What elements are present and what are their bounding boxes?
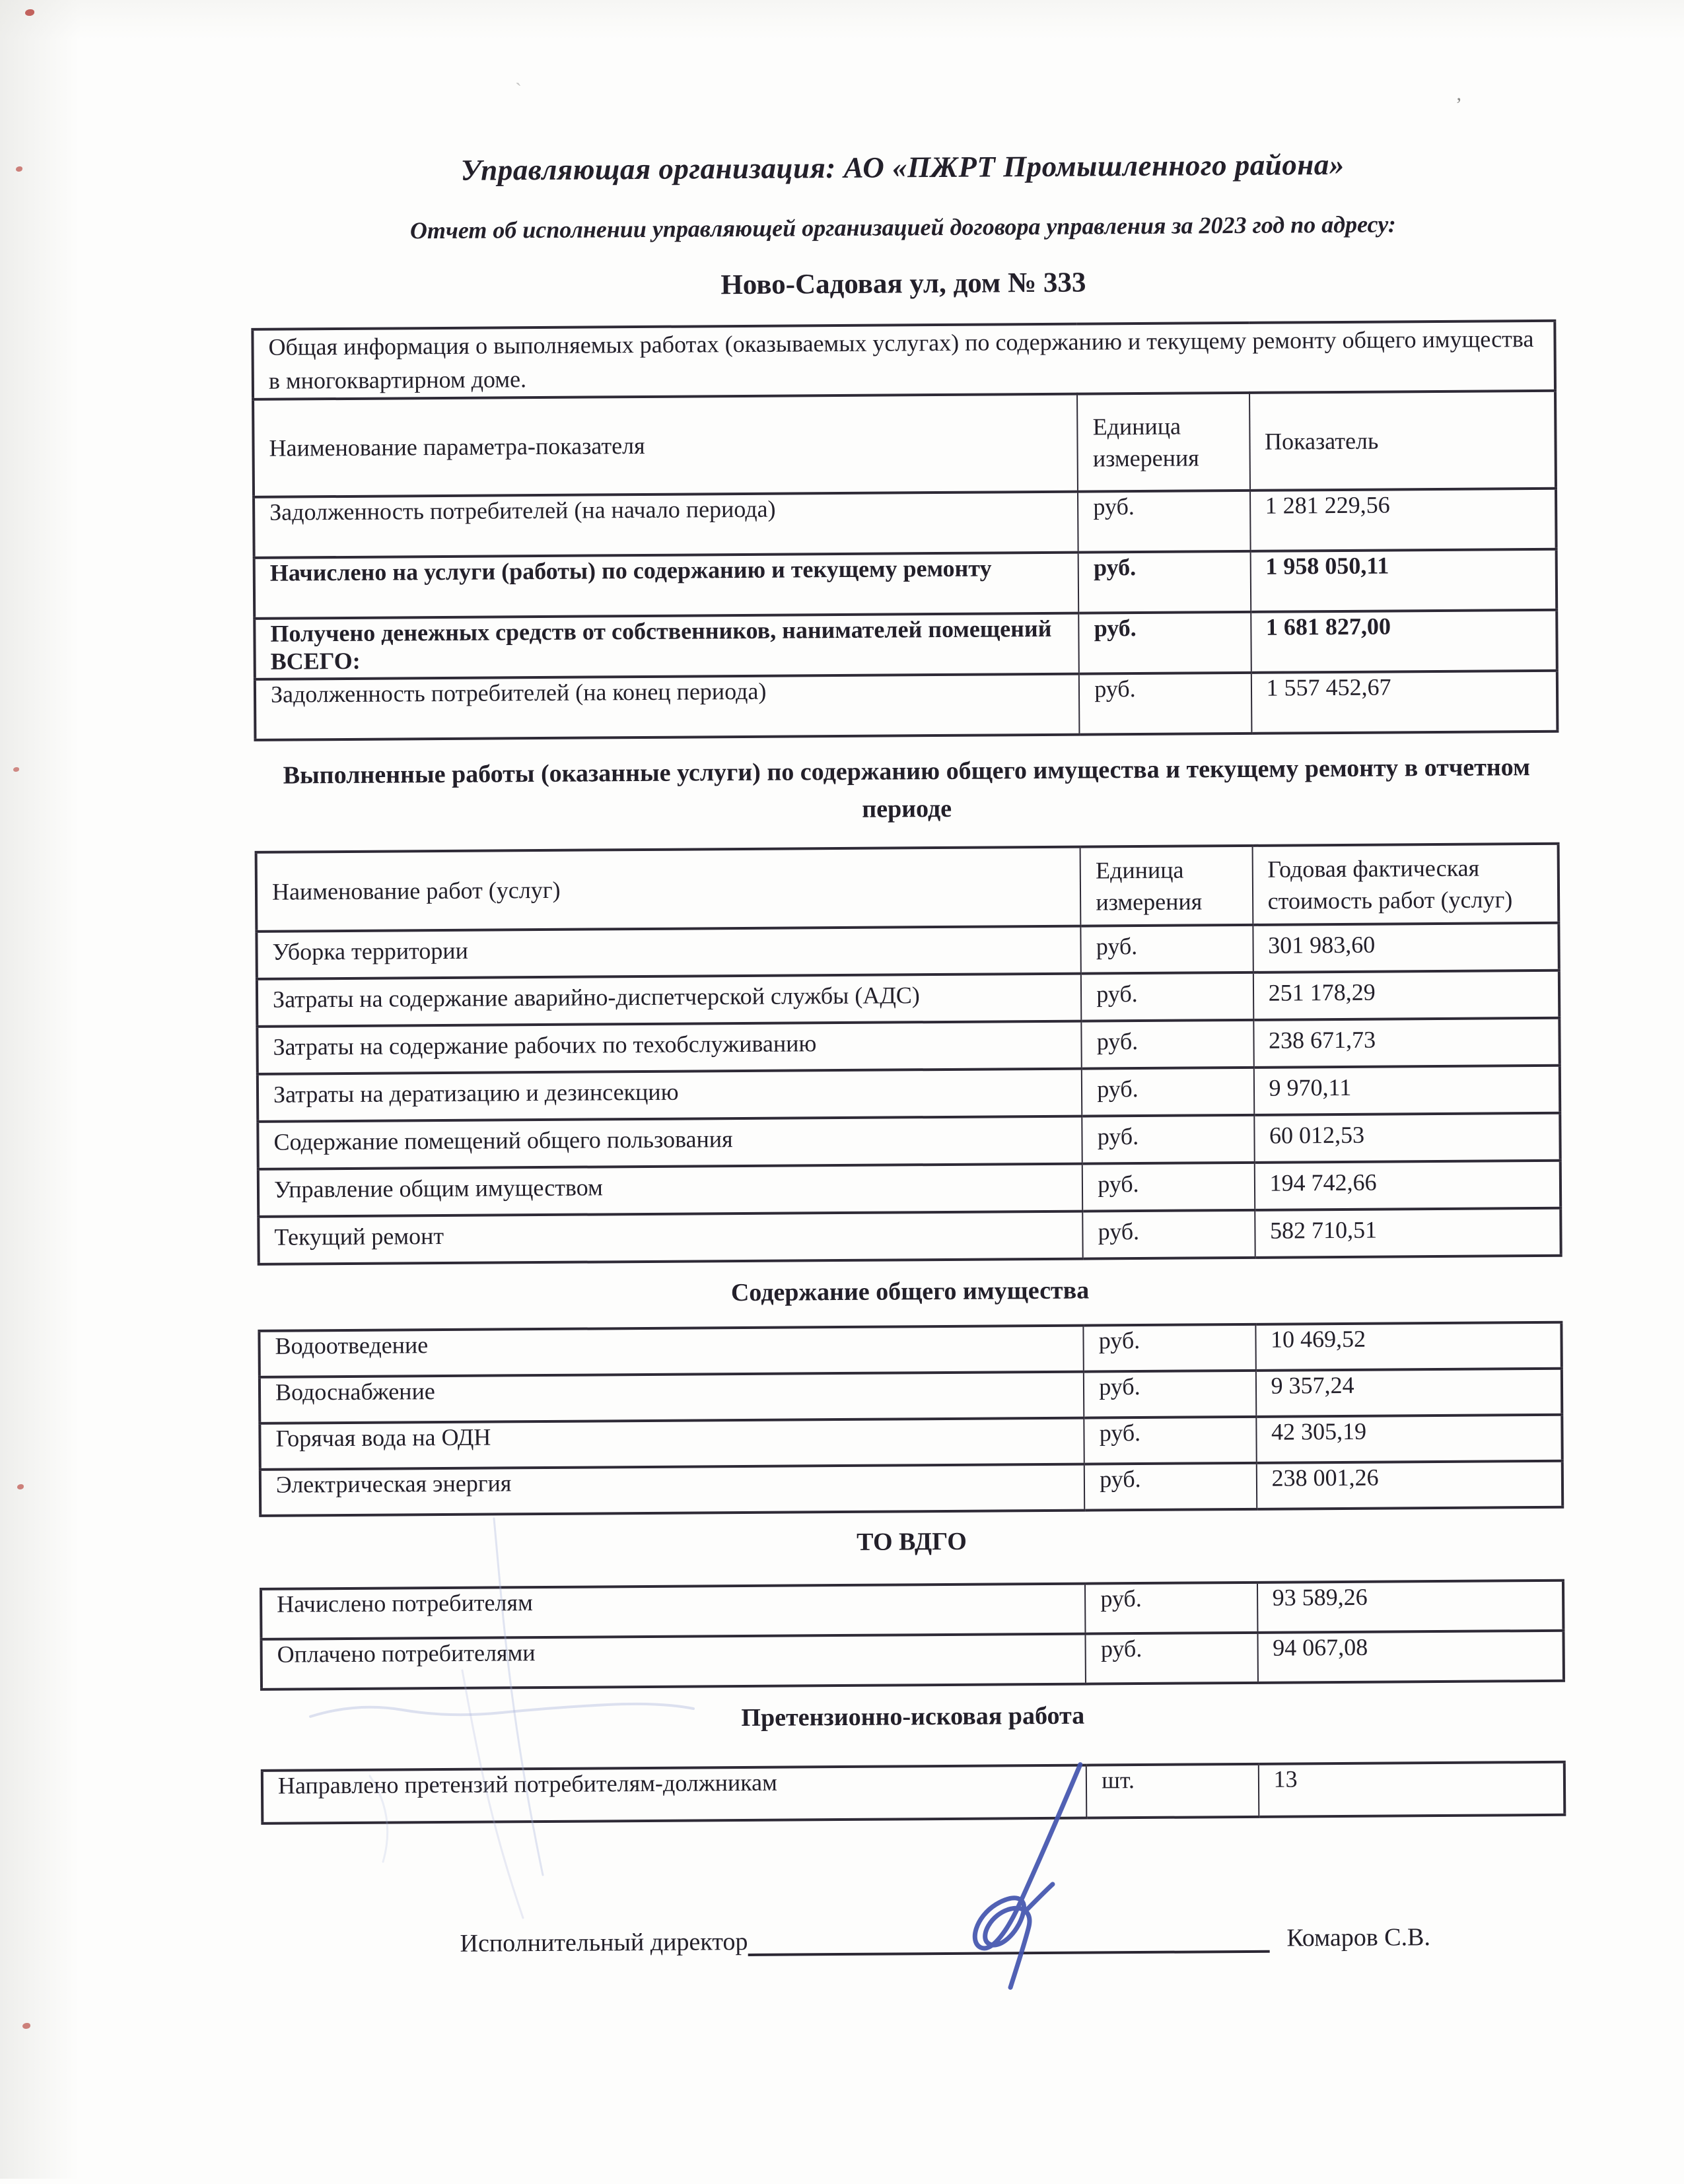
table-row xyxy=(262,1762,1564,1824)
signature-block xyxy=(460,1901,1566,1958)
table-row xyxy=(254,549,1557,619)
maintenance-section-heading: Содержание общего имущества xyxy=(730,1276,1090,1307)
row-unit: руб. xyxy=(1079,612,1251,674)
table-row xyxy=(260,1461,1562,1516)
row-unit: руб. xyxy=(1082,1163,1255,1211)
table-header-row xyxy=(256,844,1559,932)
signature-line xyxy=(748,1911,1269,1956)
row-label: Направлено претензий потребителям-должникам xyxy=(262,1765,1087,1824)
table-row xyxy=(259,1322,1561,1377)
table-row xyxy=(257,971,1559,1027)
column-header-unit: Единица измерения xyxy=(1077,393,1249,492)
signature-role: Исполнительный директор xyxy=(460,1928,748,1958)
row-label: Получено денежных средств от собственников, нанимателей помещений ВСЕГО: xyxy=(254,613,1079,679)
row-value: 94 067,08 xyxy=(1257,1631,1564,1683)
row-unit: руб. xyxy=(1086,1633,1258,1684)
row-label: Содержание помещений общего пользования xyxy=(258,1116,1082,1169)
row-label: Уборка территории xyxy=(256,926,1081,979)
row-label: Затраты на содержание рабочих по техобслуживанию xyxy=(257,1021,1082,1074)
row-label: Задолженность потребителей (на конец периода) xyxy=(255,674,1080,740)
column-header-indicator: Показатель xyxy=(1249,391,1556,491)
row-label: Затраты на содержание аварийно-диспетчерской службы (АДС) xyxy=(257,974,1082,1027)
row-value: 93 589,26 xyxy=(1257,1581,1564,1633)
row-value: 42 305,19 xyxy=(1256,1415,1562,1463)
table-row xyxy=(258,1113,1560,1169)
table-row xyxy=(256,923,1559,979)
general-info-table xyxy=(251,320,1559,741)
table-row xyxy=(258,1208,1561,1264)
claims-section-heading: Претензионно-исковая работа xyxy=(741,1701,1085,1732)
row-unit: руб. xyxy=(1084,1324,1256,1372)
row-value: 238 001,26 xyxy=(1256,1461,1562,1509)
table-row xyxy=(258,1161,1561,1217)
signature-name: Комаров С.В. xyxy=(1286,1923,1431,1952)
table-caption-row xyxy=(252,321,1555,399)
row-unit: руб. xyxy=(1078,491,1250,553)
report-subtitle: Отчет об исполнении управляющей организацией договора управления за 2023 год по адресу: xyxy=(409,211,1396,244)
column-header-unit: Единица измерения xyxy=(1080,846,1253,926)
table-row xyxy=(262,1631,1564,1689)
row-unit: руб. xyxy=(1079,673,1251,735)
row-value: 301 983,60 xyxy=(1253,923,1559,973)
row-unit: руб. xyxy=(1082,1020,1254,1069)
row-unit: шт. xyxy=(1086,1764,1259,1818)
row-value: 9 970,11 xyxy=(1253,1066,1560,1115)
building-address: Ново-Садовая ул, дом № 333 xyxy=(720,267,1086,301)
row-label: Управление общим имуществом xyxy=(258,1164,1083,1217)
row-label: Затраты на дератизацию и дезинсекцию xyxy=(258,1069,1082,1122)
table-header-row xyxy=(253,391,1556,497)
row-value: 238 671,73 xyxy=(1253,1018,1560,1068)
row-value: 1 557 452,67 xyxy=(1251,671,1557,734)
row-value: 1 958 050,11 xyxy=(1250,549,1557,612)
row-unit: руб. xyxy=(1082,1115,1255,1164)
claims-table xyxy=(261,1761,1566,1825)
column-header-parameter: Наименование параметра-показателя xyxy=(253,394,1078,497)
row-label: Начислено на услуги (работы) по содержанию и текущему ремонту xyxy=(254,553,1079,619)
row-label: Горячая вода на ОДН xyxy=(260,1418,1084,1470)
table-row xyxy=(254,610,1557,679)
scan-mark: ` xyxy=(515,79,522,101)
row-unit: руб. xyxy=(1084,1463,1257,1511)
table-row xyxy=(254,489,1557,558)
row-label: Начислено потребителям xyxy=(261,1584,1086,1639)
column-header-work-name: Наименование работ (услуг) xyxy=(256,847,1081,932)
performed-works-table xyxy=(255,842,1562,1266)
column-header-annual-cost: Годовая фактическая стоимость работ (услуг) xyxy=(1252,844,1559,925)
row-label: Задолженность потребителей (на начало периода) xyxy=(254,492,1078,558)
scan-mark: ’ xyxy=(1456,94,1462,116)
row-value: 10 469,52 xyxy=(1255,1322,1562,1371)
row-unit: руб. xyxy=(1085,1583,1257,1634)
row-label: Оплачено потребителями xyxy=(262,1634,1086,1689)
row-value: 251 178,29 xyxy=(1253,971,1559,1020)
row-unit: руб. xyxy=(1083,1210,1255,1259)
row-label: Водоотведение xyxy=(259,1326,1084,1377)
vdgo-table xyxy=(260,1579,1565,1691)
row-label: Электрическая энергия xyxy=(260,1464,1085,1516)
signature-scribble xyxy=(945,1755,1111,1994)
row-unit: руб. xyxy=(1081,973,1253,1021)
row-unit: руб. xyxy=(1082,1068,1254,1116)
table-row xyxy=(257,1018,1559,1074)
row-unit: руб. xyxy=(1081,925,1253,974)
table-row xyxy=(260,1369,1562,1423)
row-value: 194 742,66 xyxy=(1254,1161,1561,1210)
works-section-heading: Выполненные работы (оказанные услуги) по содержанию общего имущества и текущему ремонту в отчетном периоде xyxy=(283,753,1531,824)
table-row xyxy=(261,1581,1563,1639)
common-property-table xyxy=(258,1321,1564,1517)
row-label: Текущий ремонт xyxy=(258,1211,1083,1264)
row-value: 9 357,24 xyxy=(1255,1369,1562,1417)
row-value: 1 681 827,00 xyxy=(1251,610,1557,673)
row-value: 13 xyxy=(1258,1762,1564,1817)
row-value: 60 012,53 xyxy=(1254,1113,1561,1163)
row-value: 582 710,51 xyxy=(1255,1208,1561,1258)
row-unit: руб. xyxy=(1084,1371,1256,1418)
page-title: Управляющая организация: АО «ПЖРТ Промышленного района» xyxy=(460,147,1345,187)
row-unit: руб. xyxy=(1078,551,1251,613)
table-row xyxy=(260,1415,1562,1470)
row-value: 1 281 229,56 xyxy=(1250,489,1557,551)
vdgo-section-heading: ТО ВДГО xyxy=(857,1527,967,1557)
table-caption: Общая информация о выполняемых работах (оказываемых услугах) по содержанию и текущему ремонту общего имущества в многоквартирном доме. xyxy=(252,321,1555,399)
table-row xyxy=(258,1066,1560,1122)
row-unit: руб. xyxy=(1084,1417,1257,1464)
table-row xyxy=(255,671,1558,740)
row-label: Водоснабжение xyxy=(260,1372,1084,1423)
